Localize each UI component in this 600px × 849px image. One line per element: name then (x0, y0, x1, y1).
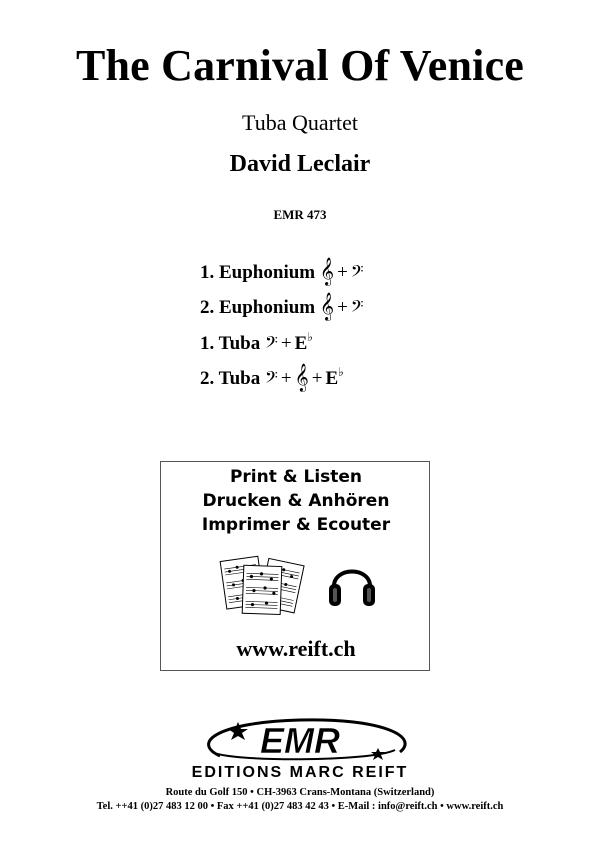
part-label: 2. Euphonium (200, 297, 316, 318)
treble-clef-icon: 𝄞 (294, 362, 309, 391)
reift-website-link[interactable]: www.reift.ch (236, 636, 356, 661)
treble-clef-icon: 𝄞 (319, 257, 335, 285)
publisher-contact: Tel. ++41 (0)27 483 12 00 • Fax ++41 (0)27 483 42 43 • E-Mail : info@reift.ch • www.reift.ch (96, 801, 504, 812)
catalog-number: EMR 473 (273, 207, 327, 222)
box-line-drucken: Drucken & Anhören (202, 491, 390, 511)
bass-clef-icon: 𝄢 (264, 366, 278, 391)
page-title: The Carnival Of Venice (75, 41, 525, 90)
part-1-tuba (200, 330, 313, 358)
plus-sign: + (337, 262, 348, 283)
print-listen-box[interactable] (160, 461, 430, 671)
headphones-icon (326, 556, 378, 612)
subtitle: Tuba Quartet (242, 110, 358, 135)
sheet-music-icon (217, 550, 307, 618)
publisher-name: EDITIONS MARC REIFT (191, 764, 409, 781)
part-label: 1. Tuba (200, 332, 261, 354)
key-label: E (325, 367, 339, 389)
part-label: 2. Tuba (200, 367, 261, 389)
flat-icon: ♭ (338, 365, 344, 379)
box-line-print-listen: Print & Listen (229, 467, 363, 487)
plus-sign: + (337, 297, 348, 318)
part-1-euphonium (200, 257, 364, 289)
plus-sign: + (311, 367, 323, 389)
composer-name: David Leclair (229, 151, 371, 177)
emr-logo-text: EMR (260, 720, 340, 761)
part-label: 1. Euphonium (200, 262, 316, 283)
part-2-euphonium (200, 292, 364, 324)
key-label: E (294, 332, 308, 354)
box-line-imprimer: Imprimer & Ecouter (201, 515, 391, 535)
publisher-address: Route du Golf 150 • CH-3963 Crans-Montana (Switzerland) (165, 787, 435, 798)
emr-logo-graphic (150, 712, 450, 764)
part-2-tuba (200, 362, 344, 393)
bass-clef-icon: 𝄢 (350, 261, 364, 285)
flat-icon: ♭ (307, 330, 313, 344)
plus-sign: + (280, 367, 292, 389)
treble-clef-icon: 𝄞 (319, 292, 335, 320)
bass-clef-icon: 𝄢 (264, 331, 278, 356)
bass-clef-icon: 𝄢 (350, 296, 364, 320)
plus-sign: + (280, 332, 292, 354)
